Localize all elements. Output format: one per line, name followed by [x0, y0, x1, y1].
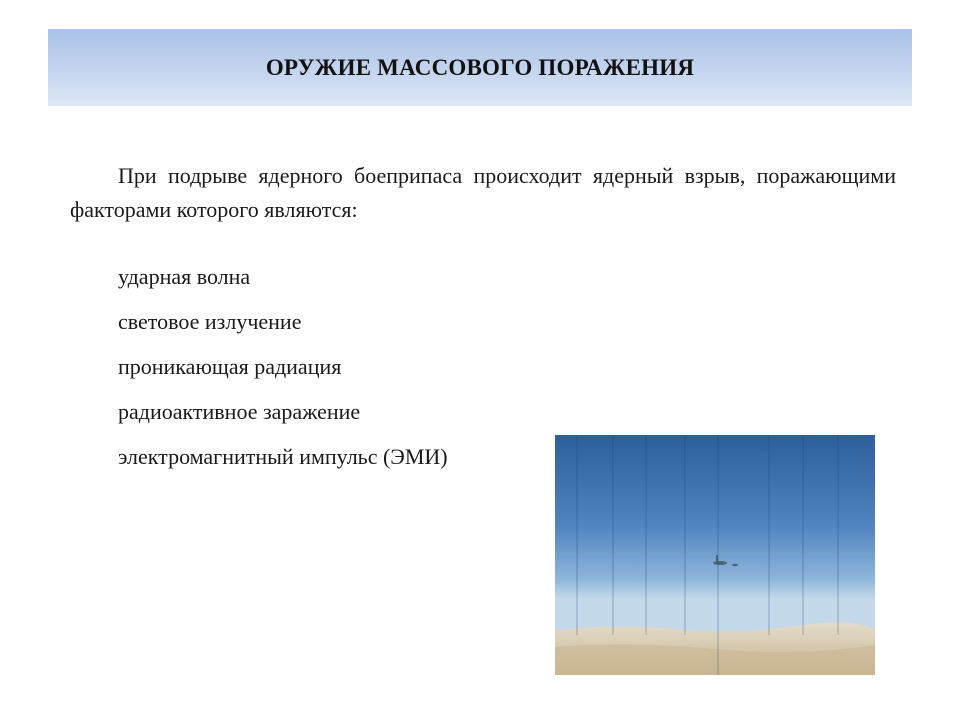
- desert-sky-photo: [555, 435, 875, 675]
- list-item: радиоактивное заражение: [118, 399, 361, 424]
- slide-title: ОРУЖИЕ МАССОВОГО ПОРАЖЕНИЯ: [265, 54, 695, 80]
- list-item: ударная волна: [118, 264, 251, 289]
- list-item: электромагнитный импульс (ЭМИ): [118, 444, 448, 469]
- damage-factors-list: [118, 258, 448, 483]
- intro-paragraph: При подрыве ядерного боеприпаса происходит ядерный взрыв, поражающими факторами которого являются:: [70, 163, 896, 222]
- title-band: [48, 29, 912, 106]
- list-item: проникающая радиация: [118, 354, 342, 379]
- list-item: световое излучение: [118, 309, 302, 334]
- photo-image: [555, 435, 875, 675]
